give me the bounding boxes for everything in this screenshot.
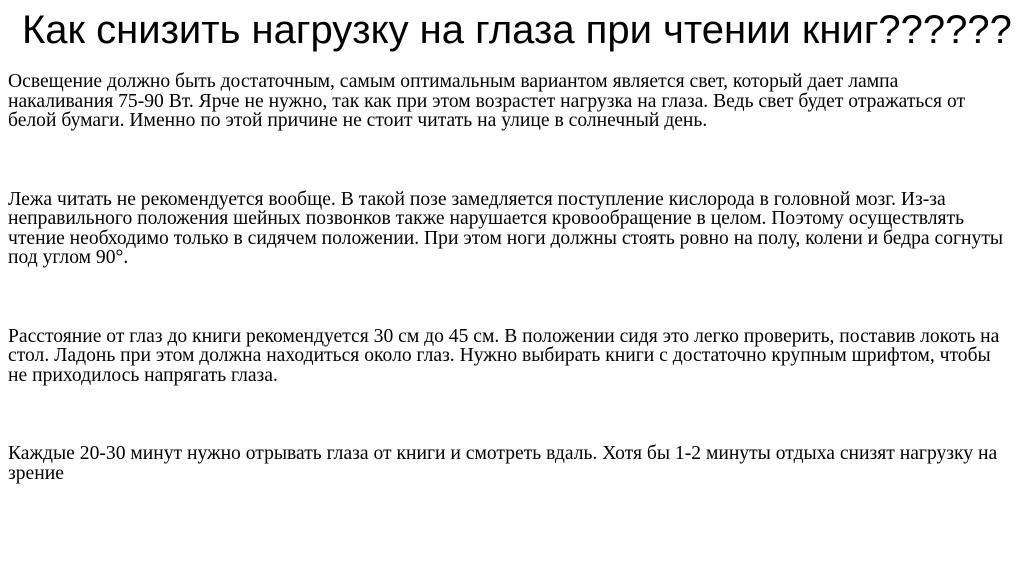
paragraph-posture: Лежа читать не рекомендуется вообще. В такой позе замедляется поступление кислорода в головной мозг. Из-за неправильного положения шейных позвонков также нарушается кровообращение в целом. Поэтому осуществлять чтение необходимо только в сидячем положении. При этом ноги должны стоять ровно на полу, колени и бедра согнуты под углом 90°. [8,188,1004,268]
paragraph-breaks: Каждые 20-30 минут нужно отрывать глаза от книги и смотреть вдаль. Хотя бы 1-2 минуты отдыха снизят нагрузку на зрение [8,443,998,484]
paragraph-distance: Расстояние от глаз до книги рекомендуется 30 см до 45 см. В положении сидя это легко проверить, поставив локоть на стол. Ладонь при этом должна находиться около глаз. Нужно выбирать книги с достаточно крупным шрифтом, чтобы не приходилось напрягать глаза. [8,325,1000,386]
paragraph-lighting: Освещение должно быть достаточным, самым оптимальным вариантом является свет, который дает лампа накаливания 75-90 Вт. Ярче не нужно, так как при этом возрастет нагрузка на глаза. Ведь свет будет отражаться от белой бумаги. Именно по этой причине не стоит читать на улице в солнечный день. [8,71,966,131]
slide-body [8,72,1008,483]
slide-title: Как снизить нагрузку на глаза при чтении книг?????? [22,8,1012,52]
